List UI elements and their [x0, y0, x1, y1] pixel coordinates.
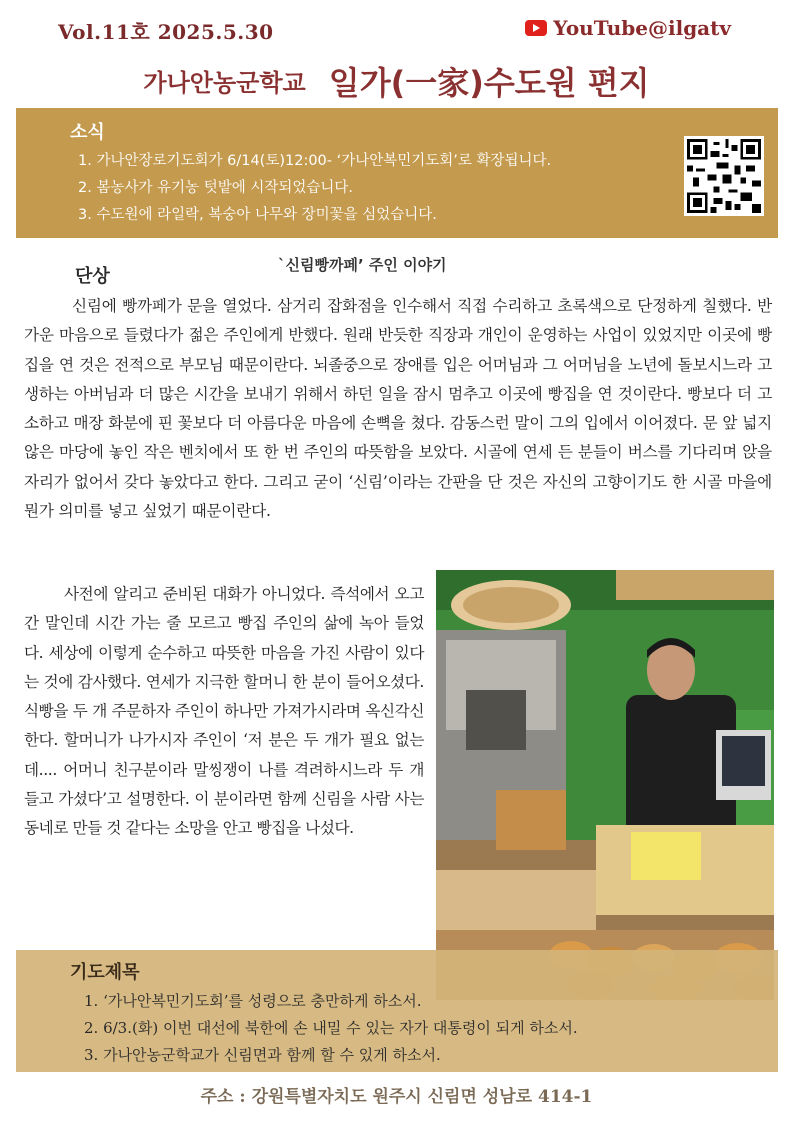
essay-title: `신림빵까페’ 주인 이야기: [278, 256, 447, 274]
news-item: 2. 봄농사가 유기농 텃밭에 시작되었습니다.: [78, 180, 353, 196]
newsletter-main-title: 일가(一家)수도원 편지: [328, 64, 650, 102]
footer-address: 주소 : 강원특별자치도 원주시 신림면 성남로 414-1: [200, 1087, 593, 1107]
prayer-item: 2. 6/3.(화) 이번 대선에 북한에 손 내밀 수 있는 자가 대통령이 되게 하소서.: [84, 1019, 578, 1037]
issue-volume-date: Vol.11호 2025.5.30: [58, 20, 274, 44]
qr-code[interactable]: [684, 136, 764, 216]
prayer-item: 3. 가나안농군학교가 신림면과 함께 할 수 있게 하소서.: [84, 1046, 441, 1064]
essay-paragraph: 신림에 빵까페가 문을 열었다. 삼거리 잡화점을 인수해서 직접 수리하고 초록색으로 단정하게 칠했다. 반가운 마음으로 들렸다가 젊은 주인에게 반했다. 원래 반듯한 직장과 개인이 운영하는 사업이 있었지만 이곳에 빵집을 연 것은 전적으로 부모님 때문이란다. 뇌졸중으로 장애를 입은 어머님과 그 어머님을 노년에 돌보시느라 고생하는 아버님과 더 많은 시간을 보내기 위해서 하던 일을 잠시 멈추고 이곳에 빵집을 연 것이란다. 빵보다 더 고소하고 매장 화분에 핀 꽃보다 더 아름다운 마음에 손뼉을 쳤다. 감동스런 말이 그의 입에서 이어졌다. 문 앞 넓지 않은 마당에 놓인 작은 벤치에서 또 한 번 주인의 따뜻함을 보았다. 시골에 연세 든 분들이 버스를 기다리며 앉을 자리가 없어서 갖다 놓았다고 한다. 그리고 굳이 ‘신림’이라는 간판을 단 것은 자신의 고향이기도 한 시골 마을에 뭔가 의미를 넣고 싶었기 때문이란다.: [24, 297, 772, 521]
youtube-label: YouTube@ilgatv: [553, 16, 731, 40]
prayer-heading: 기도제목: [70, 962, 140, 983]
essay-paragraph: 사전에 알리고 준비된 대화가 아니었다. 즉석에서 오고 간 말인데 시간 가는 줄 모르고 빵집 주인의 삶에 녹아 들었다. 세상에 이렇게 순수하고 따뜻한 마음을 가진 사람이 있다는 것에 감사했다. 연세가 지극한 할머니 한 분이 들어오셨다. 식빵을 두 개 주문하자 주인이 하나만 가져가시라며 옥신각신한다. 할머니가 나가시자 주인이 ‘저 분은 두 개가 필요 없는데.... 어머니 친구분이라 말씽쟁이 나를 격려하시느라 두 개 들고 가셨다’고 설명한다. 이 분이라면 함께 신림을 사람 사는 동네로 만들 것 같다는 소망을 안고 빵집을 나섰다.: [24, 585, 424, 838]
prayer-section: [16, 950, 778, 1072]
news-item: 1. 가나안장로기도회가 6/14(토)12:00- ‘가나안복민기도회’로 확장됩니다.: [78, 153, 552, 169]
news-list: [78, 148, 551, 229]
bakery-owner-image: [436, 570, 774, 1000]
news-heading: 소식: [70, 122, 105, 143]
news-section: [16, 108, 778, 238]
news-item: 3. 수도원에 라일락, 복숭아 나무와 장미꽃을 심었습니다.: [78, 207, 437, 223]
youtube-icon: [525, 20, 547, 36]
newsletter-title: [0, 58, 793, 104]
prayer-list: [84, 988, 578, 1069]
essay-section-label: 단상: [75, 266, 110, 287]
bakery-photo: [436, 570, 774, 1000]
youtube-link[interactable]: [525, 16, 731, 40]
qr-code-icon: [687, 139, 761, 213]
prayer-item: 1. ‘가나안복민기도회’를 성령으로 충만하게 하소서.: [84, 992, 422, 1010]
school-name: 가나안농군학교: [143, 69, 306, 97]
